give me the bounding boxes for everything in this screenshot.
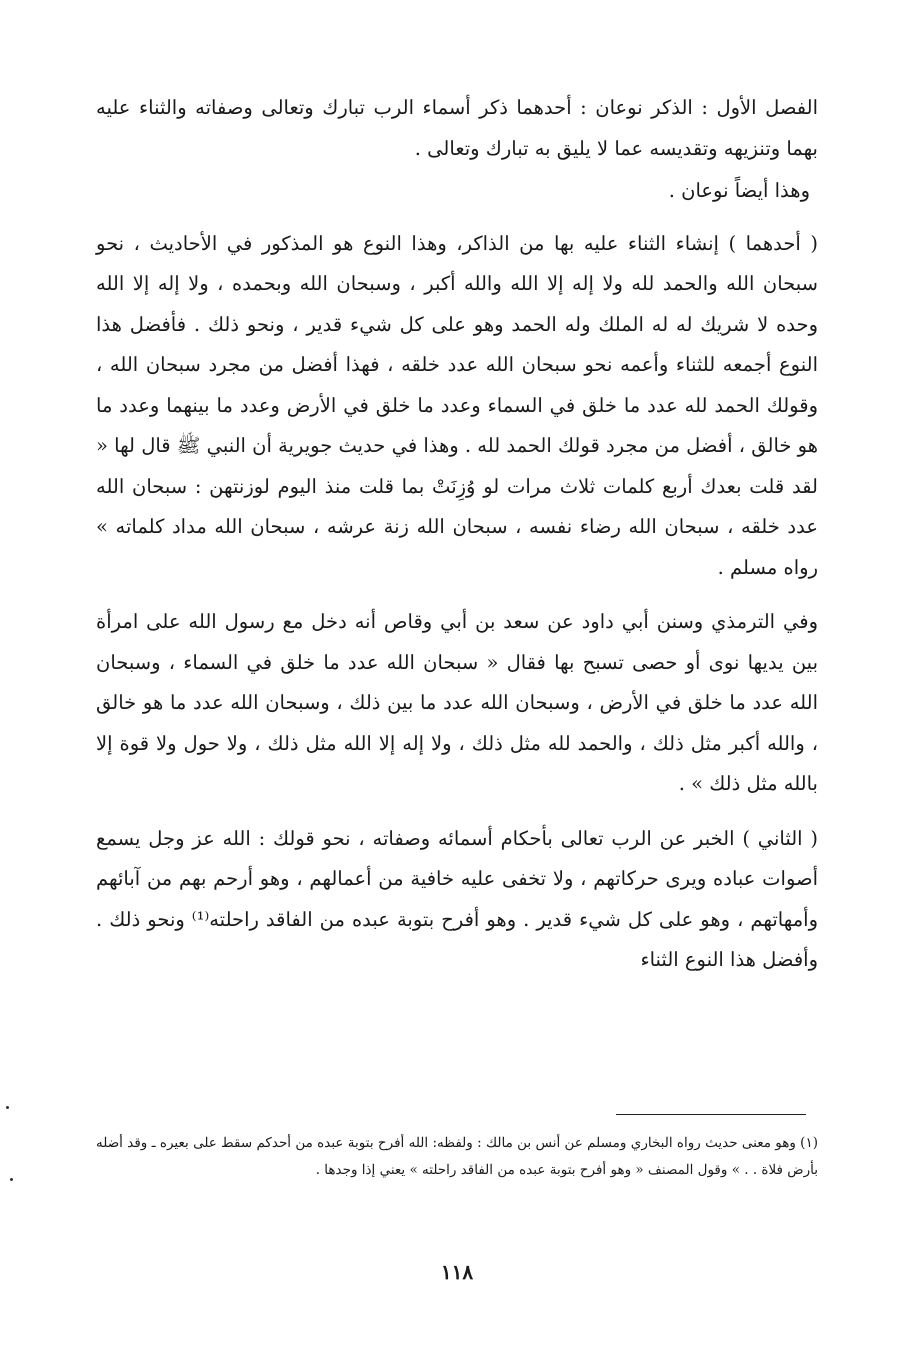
paragraph-two-types: وهذا أيضاً نوعان .: [668, 179, 810, 202]
scan-edge-mark: [10, 1178, 13, 1181]
scan-edge-mark: [6, 1106, 9, 1109]
footnote-divider: [616, 1114, 806, 1115]
footnote: (١) وهو معنى حديث رواه البخاري ومسلم عن أنس بن مالك : ولفظه: الله أفرح بتوبة عبده من أحدكم سقط على بعيره ـ وقد أضله بأرض فلاة . . » وقول المصنف « وهو أفرح بتوبة عبده من الفاقد راحلته » يعني إذا وجدها .: [96, 1135, 818, 1178]
paragraph-first-type: ( أحدهما ) إنشاء الثناء عليه بها من الذاكر، وهذا النوع هو المذكور في الأحاديث ، نحو سبحان الله والحمد لله ولا إله إلا الله والله أكبر ، وسبحان الله وبحمده ، ولا إله إلا الله وحده لا شريك له له الملك وله الحمد وهو على كل شيء قدير ، ونحو ذلك . فأفضل هذا النوع أجمعه للثناء وأعمه نحو سبحان الله عدد خلقه ، فهذا أفضل من مجرد سبحان الله ، وقولك الحمد لله عدد ما خلق في السماء وعدد ما خلق في الأرض وعدد ما بينهما وعدد ما هو خالق ، أفضل من مجرد قولك الحمد لله . وهذا في حديث جويرية أن النبي ﷺ قال لها « لقد قلت بعدك أربع كلمات ثلاث مرات لو وُزِنَتْ بما قلت منذ اليوم لوزنتهن : سبحان الله عدد خلقه ، سبحان الله رضاء نفسه ، سبحان الله زنة عرشه ، سبحان الله مداد كلماته » رواه مسلم .: [96, 231, 818, 579]
paragraph-second-type: ( الثاني ) الخبر عن الرب تعالى بأحكام أسمائه وصفاته ، نحو قولك : الله عز وجل يسمع أصوات عباده ويرى حركاتهم ، ولا تخفى عليه خافية من أعمالهم ، وهو أرحم بهم من آبائهم وأمهاتهم ، وهو على كل شيء قدير . وهو أفرح بتوبة عبده من الفاقد راحلته⁽¹⁾ ونحو ذلك . وأفضل هذا النوع الثناء: [96, 826, 818, 971]
page-number: ١١٨: [440, 1260, 474, 1284]
paragraph-tirmidhi: وفي الترمذي وسنن أبي داود عن سعد بن أبي وقاص أنه دخل مع رسول الله على امرأة بين يديها نوى أو حصى تسبح بها فقال « سبحان الله عدد ما خلق في السماء ، وسبحان الله عدد ما خلق في الأرض ، وسبحان الله عدد ما بين ذلك ، وسبحان الله عدد ما هو خالق ، والله أكبر مثل ذلك ، والحمد لله مثل ذلك ، ولا إله إلا الله مثل ذلك ، ولا حول ولا قوة إلا بالله مثل ذلك » .: [96, 610, 818, 795]
book-page: [96, 88, 818, 1318]
paragraph-intro: الفصل الأول : الذكر نوعان : أحدهما ذكر أسماء الرب تبارك وتعالى وصفاته والثناء عليه بهما وتنزيهه وتقديسه عما لا يليق به تبارك وتعالى .: [96, 96, 818, 160]
